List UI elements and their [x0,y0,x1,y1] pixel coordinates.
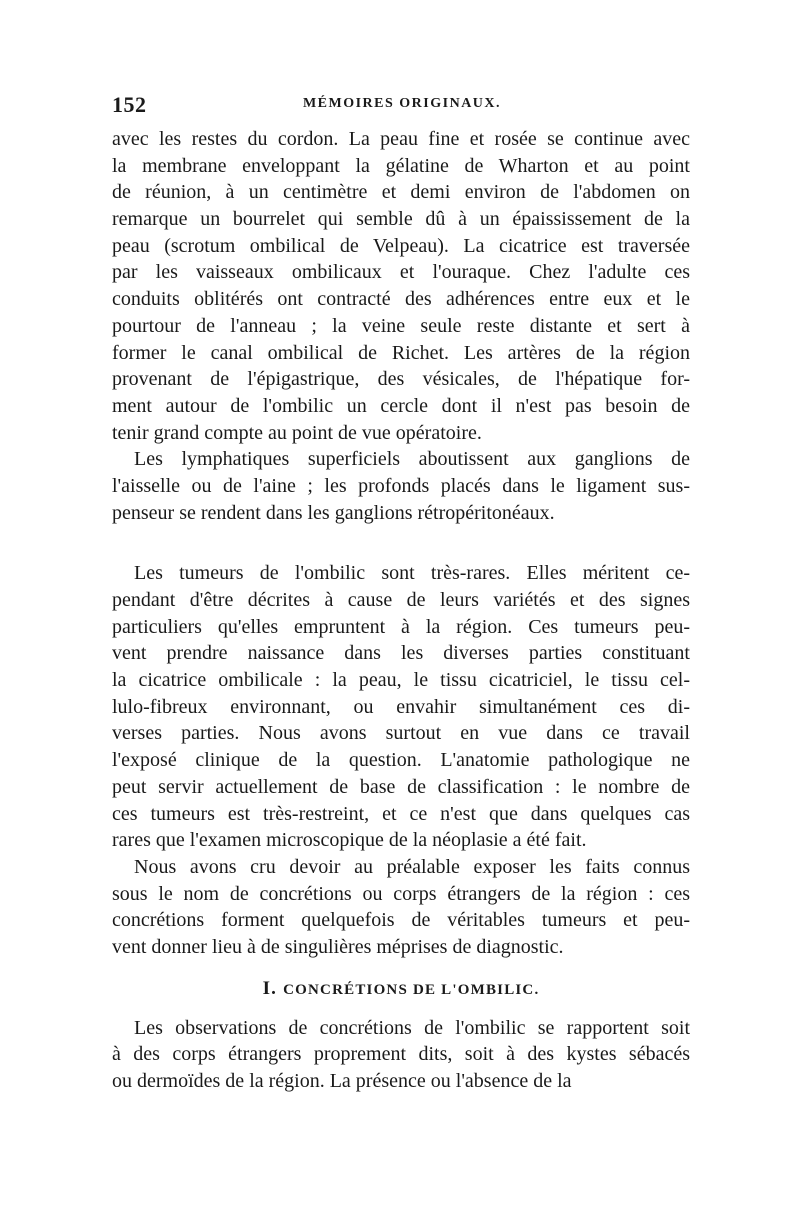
paragraph [112,126,690,446]
text-line: verses parties. Nous avons surtout en vue dans ce travail [112,722,690,745]
text-line: Les observations de concrétions de l'ombilic se rapportent soit [134,1016,690,1039]
body-text [112,126,690,1095]
text-line: avec les restes du cordon. La peau fine et rosée se continue avec [112,128,690,150]
text-line: ment autour de l'ombilic un cercle dont il n'est pas besoin de [112,394,690,417]
page-number: 152 [112,92,147,117]
text-line: tenir grand compte au point de vue opératoire. [112,421,482,444]
text-line: vent donner lieu à de singulières méprises de diagnostic. [112,935,564,958]
text-line: de réunion, à un centimètre et demi environ de l'abdomen on [112,181,690,204]
text-line: pendant d'être décrites à cause de leurs variétés et des signes [112,589,690,611]
text-line: provenant de l'épigastrique, des vésicales, de l'hépatique for- [112,368,690,391]
text-line: pourtour de l'anneau ; la veine seule reste distante et sert à [112,314,690,337]
final-paragraph [112,1015,690,1095]
text-line: penseur se rendent dans les ganglions rétropéritonéaux. [112,501,555,524]
text-line: rares que l'examen microscopique de la néoplasie a été fait. [112,829,587,852]
text-line: vent prendre naissance dans les diverses parties constituant [112,642,690,665]
text-line: particuliers qu'elles empruntent à la région. Ces tumeurs peu- [112,615,690,638]
section-heading [112,969,690,1009]
text-line: remarque un bourrelet qui semble dû à un épaississement de la [112,208,690,231]
paragraph [112,854,690,961]
text-line: Les tumeurs de l'ombilic sont très-rares. Elles méritent ce- [134,562,690,585]
text-line: sous le nom de concrétions ou corps étrangers de la région : ces [112,882,690,905]
text-line: la membrane enveloppant la gélatine de Wharton et au point [112,154,690,177]
text-line: ou dermoïdes de la région. La présence ou l'absence de la [112,1070,572,1092]
text-line: à des corps étrangers proprement dits, soit à des kystes sébacés [112,1043,690,1066]
paragraph [112,560,690,854]
paragraph-gap [112,526,690,560]
text-line: lulo-fibreux environnant, ou envahir simultanément ces di- [112,695,690,718]
text-line: conduits oblitérés ont contracté des adhérences entre eux et le [112,288,690,311]
page-header [112,92,692,124]
text-line: peau (scrotum ombilical de Velpeau). La cicatrice est traversée [112,234,690,257]
text-line: l'exposé clinique de la question. L'anatomie pathologique ne [112,749,690,772]
text-line: Les lymphatiques superficiels aboutissent aux ganglions de [134,448,690,471]
paragraphs [112,126,690,961]
text-line: concrétions forment quelquefois de véritables tumeurs et peu- [112,909,690,932]
text-line: former le canal ombilical de Richet. Les artères de la région [112,341,690,364]
running-head: MÉMOIRES ORIGINAUX. [302,96,502,111]
text-line: la cicatrice ombilicale : la peau, le tissu cicatriciel, le tissu cel- [112,669,690,692]
text-line: ces tumeurs est très-restreint, et ce n'est que dans quelques cas [112,802,690,825]
section-title: CONCRÉTIONS DE L'OMBILIC. [283,981,540,998]
text-line: l'aisselle ou de l'aine ; les profonds placés dans le ligament sus- [112,474,690,497]
paragraph [112,446,690,526]
text-line: par les vaisseaux ombilicaux et l'ouraque. Chez l'adulte ces [112,261,690,284]
paragraph [112,1015,690,1095]
text-line: peut servir actuellement de base de classification : le nombre de [112,775,690,798]
text-line: Nous avons cru devoir au préalable exposer les faits connus [134,855,690,878]
section-numeral: I. [262,977,278,999]
